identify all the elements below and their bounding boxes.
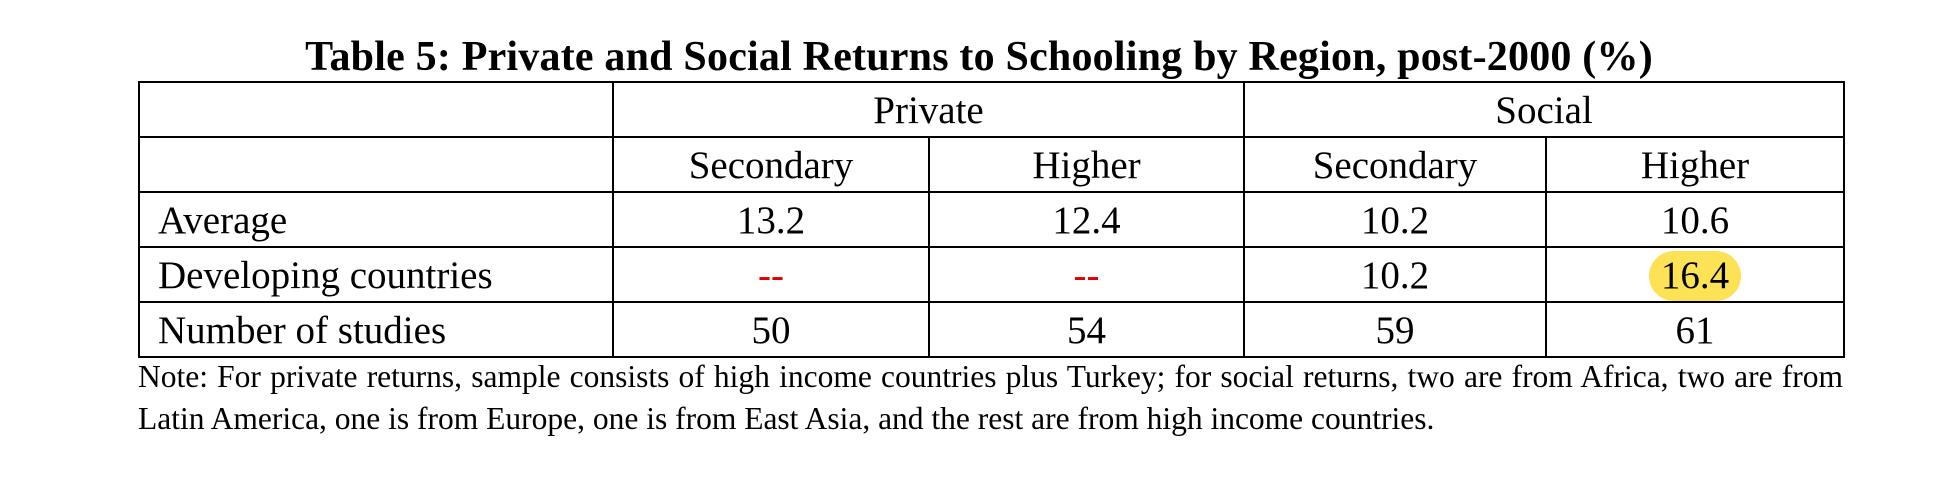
table-row <box>139 247 1844 302</box>
sub-header-row <box>139 137 1844 192</box>
row-label-number-of-studies: Number of studies <box>139 302 613 357</box>
missing-value-dash: -- <box>1073 254 1100 297</box>
empty-subheader-cell <box>139 137 613 192</box>
returns-table <box>138 81 1845 358</box>
table-note: Note: For private returns, sample consists of high income countries plus Turkey; for social returns, two are from Africa, two are from Latin America, one is from Europe, one is from East Asia, and the rest are from high income countries. <box>138 359 1843 436</box>
row-label-developing-countries: Developing countries <box>139 247 613 302</box>
table-cell: 54 <box>929 302 1244 357</box>
subheader-private-higher: Higher <box>929 137 1244 192</box>
group-header-row <box>139 82 1844 137</box>
empty-header-cell <box>139 82 613 137</box>
subheader-social-secondary: Secondary <box>1244 137 1546 192</box>
table-row <box>139 302 1844 357</box>
table-cell <box>929 247 1244 302</box>
table-cell: 61 <box>1546 302 1844 357</box>
table-cell: 10.2 <box>1244 247 1546 302</box>
table-cell <box>613 247 929 302</box>
table-row <box>139 192 1844 247</box>
highlighted-value: 16.4 <box>1649 251 1741 301</box>
group-header-private: Private <box>613 82 1244 137</box>
row-label-average: Average <box>139 192 613 247</box>
table-cell: 12.4 <box>929 192 1244 247</box>
table-cell: 13.2 <box>613 192 929 247</box>
table-title: Table 5: Private and Social Returns to Schooling by Region, post-2000 (%) <box>305 34 1653 80</box>
table-cell: 10.2 <box>1244 192 1546 247</box>
table-cell: 50 <box>613 302 929 357</box>
table-cell: 10.6 <box>1546 192 1844 247</box>
subheader-social-higher: Higher <box>1546 137 1844 192</box>
missing-value-dash: -- <box>758 254 784 297</box>
subheader-private-secondary: Secondary <box>613 137 929 192</box>
table-cell: 59 <box>1244 302 1546 357</box>
table-cell <box>1546 247 1844 302</box>
group-header-social: Social <box>1244 82 1844 137</box>
